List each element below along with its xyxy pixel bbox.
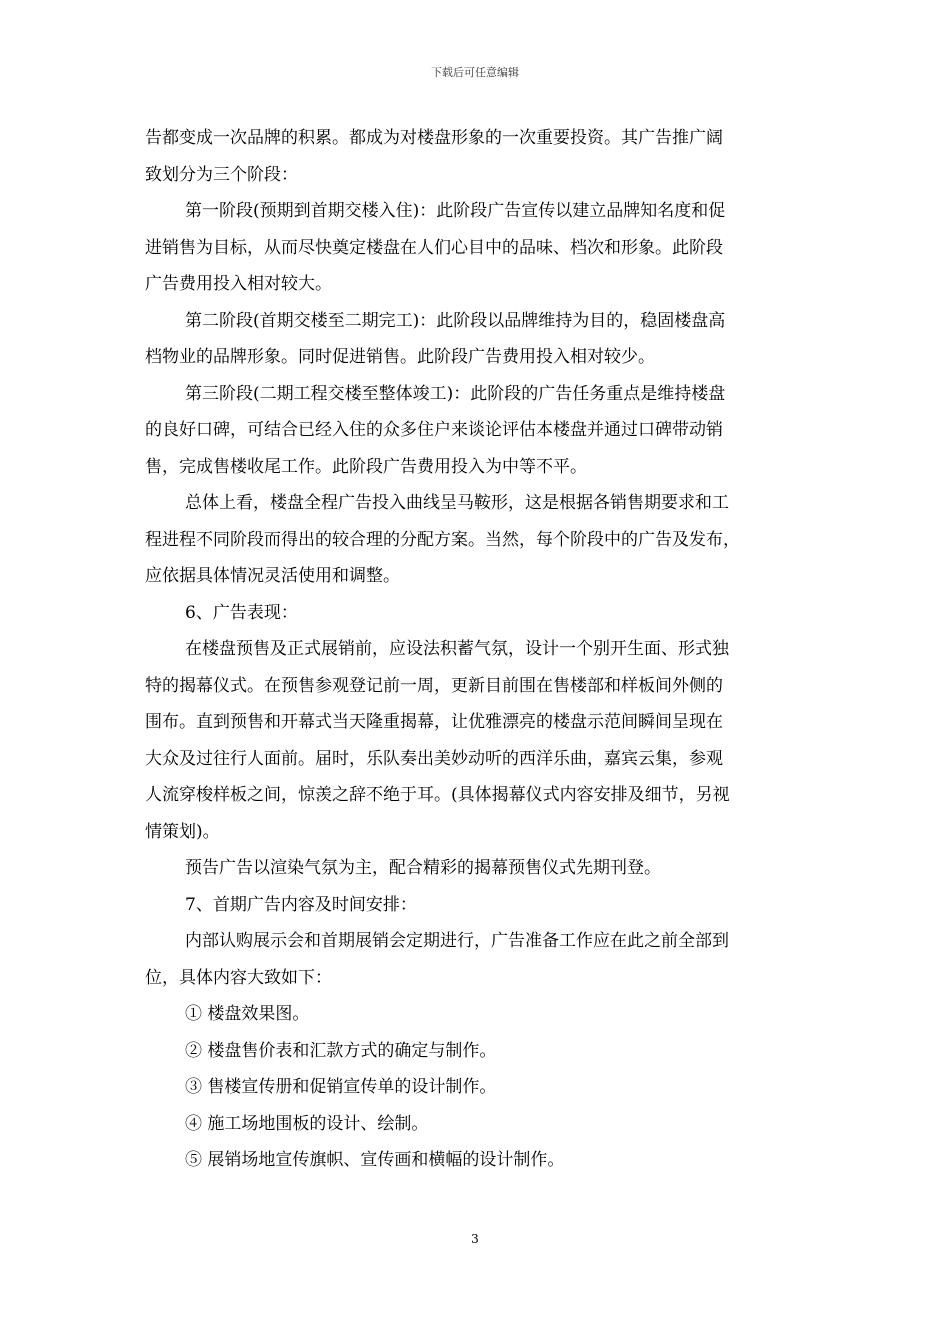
text-line: ④ 施工场地围板的设计、绘制。 — [185, 1113, 429, 1134]
text-line: 进销售为目标，从而尽快奠定楼盘在人们心目中的品味、档次和形象。此阶段 — [145, 237, 723, 258]
text-line: 内部认购展示会和首期展销会定期进行，广告准备工作应在此之前全部到 — [185, 931, 729, 951]
paragraph — [145, 850, 810, 887]
paragraph — [145, 1142, 810, 1179]
paragraph — [145, 996, 810, 1033]
text-line: ③ 售楼宣传册和促销宣传单的设计制作。 — [185, 1077, 497, 1097]
paragraph — [145, 631, 810, 850]
text-line: 围布。直到预售和开幕式当天隆重揭幕，让优雅漂亮的楼盘示范间瞬间呈现在 — [145, 712, 723, 732]
text-line: 在楼盘预售及正式展销前，应设法积蓄气氛，设计一个别开生面、形式独 — [185, 639, 729, 659]
text-line: 程进程不同阶段而得出的较合理的分配方案。当然，每个阶段中的广告及发布， — [145, 529, 740, 550]
text-line: 第二阶段(首期交楼至二期完工)：此阶段以品牌维持为目的，稳固楼盘高 — [185, 310, 726, 331]
text-line: ⑤ 展销场地宣传旗帜、宣传画和横幅的设计制作。 — [185, 1150, 565, 1170]
text-line: 7、首期广告内容及时间安排： — [185, 894, 417, 915]
text-line: 的良好口碑，可结合已经入住的众多住户来谈论评估本楼盘并通过口碑带动销 — [145, 420, 723, 440]
text-line: 档物业的品牌形象。同时促进销售。此阶段广告费用投入相对较少。 — [145, 347, 655, 367]
text-line: 第三阶段(二期工程交楼至整体竣工)：此阶段的广告任务重点是维持楼盘 — [185, 383, 726, 404]
text-line: 致划分为三个阶段： — [145, 164, 298, 185]
text-line: 预告广告以渲染气氛为主，配合精彩的揭幕预售仪式先期刊登。 — [185, 858, 661, 878]
text-line: 6、广告表现： — [185, 602, 298, 623]
text-line: 人流穿梭样板之间，惊羡之辞不绝于耳。(具体揭幕仪式内容安排及细节，另视 — [145, 785, 730, 805]
text-line: 位，具体内容大致如下： — [145, 967, 332, 988]
paragraph — [145, 1069, 810, 1106]
text-line: 第一阶段(预期到首期交楼入住)：此阶段广告宣传以建立品牌知名度和促 — [185, 201, 726, 221]
paragraph — [145, 1033, 810, 1070]
document-body — [145, 120, 810, 1179]
text-line: 应依据具体情况灵活使用和调整。 — [145, 566, 400, 586]
paragraph — [145, 376, 810, 486]
paragraph — [145, 923, 810, 996]
paragraph — [145, 595, 810, 632]
text-line: ② 楼盘售价表和汇款方式的确定与制作。 — [185, 1040, 497, 1061]
text-line: ① 楼盘效果图。 — [185, 1004, 310, 1024]
paragraph — [145, 193, 810, 303]
paragraph — [145, 887, 810, 924]
paragraph — [145, 120, 810, 193]
text-line: 售，完成售楼收尾工作。此阶段广告费用投入为中等不平。 — [145, 456, 587, 477]
text-line: 特的揭幕仪式。在预售参观登记前一周，更新目前围在售楼部和样板间外侧的 — [145, 675, 723, 696]
text-line: 广告费用投入相对较大。 — [145, 274, 332, 294]
paragraph — [145, 485, 810, 595]
text-line: 告都变成一次品牌的积累。都成为对楼盘形象的一次重要投资。其广告推广阔 — [145, 128, 723, 148]
text-line: 总体上看，楼盘全程广告投入曲线呈马鞍形，这是根据各销售期要求和工 — [185, 493, 729, 513]
page-header: 下载后可任意编辑 — [431, 66, 519, 79]
page-number: 3 — [471, 1232, 479, 1246]
text-line: 情策划)。 — [145, 821, 220, 842]
paragraph — [145, 303, 810, 376]
paragraph — [145, 1106, 810, 1143]
text-line: 大众及过往行人面前。届时，乐队奏出美妙动听的西洋乐曲，嘉宾云集，参观 — [145, 748, 723, 769]
